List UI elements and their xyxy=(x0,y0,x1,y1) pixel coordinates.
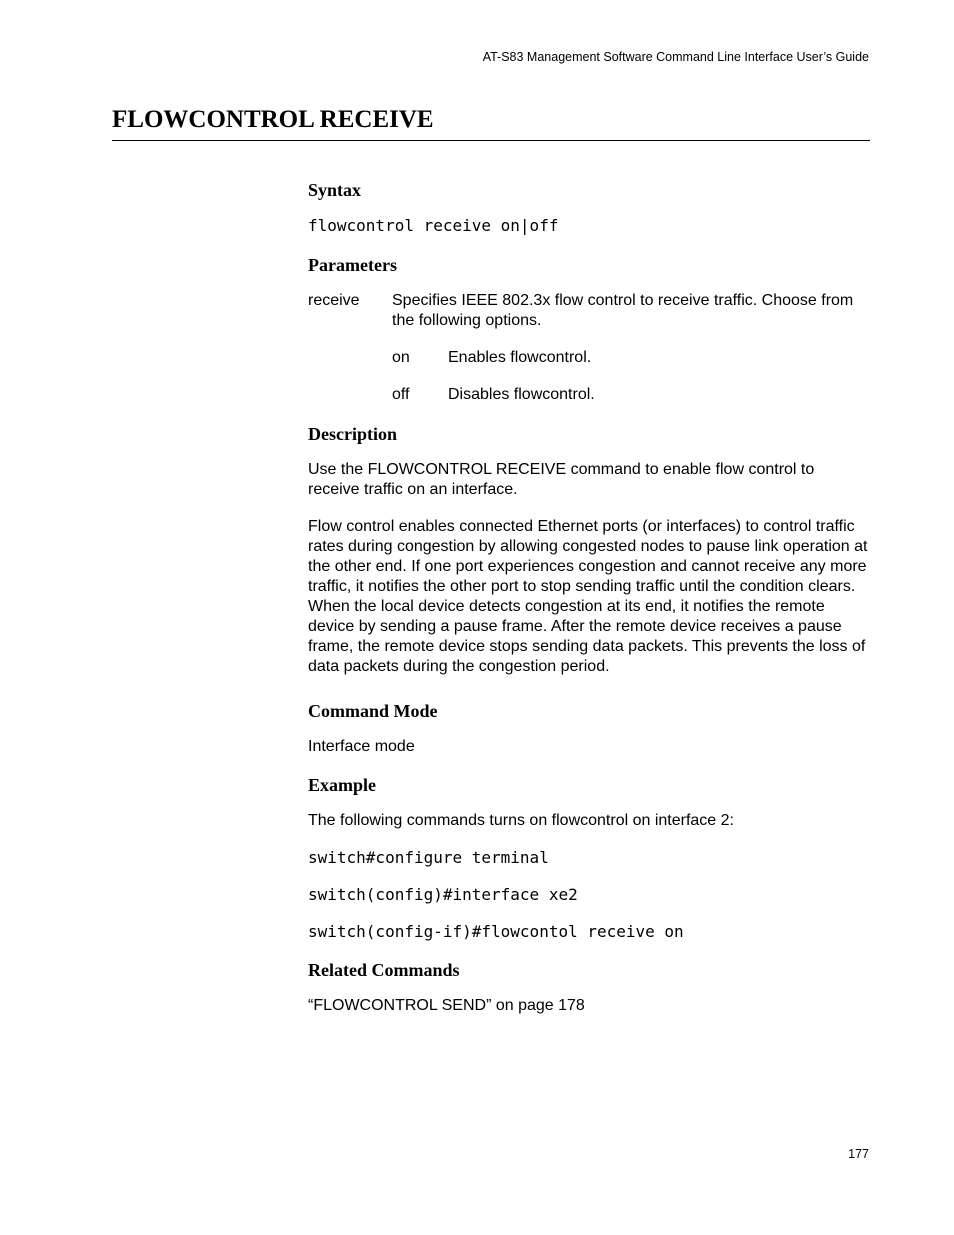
option-description: Enables flowcontrol. xyxy=(448,349,592,366)
parameter-description: Specifies IEEE 802.3x flow control to receive traffic. Choose from the following options. xyxy=(392,292,854,329)
example-command-line: switch(config)#interface xe2 xyxy=(308,885,578,904)
page-title: FLOWCONTROL RECEIVE xyxy=(112,106,434,133)
example-heading: Example xyxy=(308,775,377,795)
syntax-command: flowcontrol receive on|off xyxy=(308,216,559,235)
option-value: off xyxy=(392,386,410,403)
page-number: 177 xyxy=(848,1147,869,1161)
syntax-heading: Syntax xyxy=(308,180,362,200)
command-mode-heading: Command Mode xyxy=(308,701,438,721)
example-intro: The following commands turns on flowcontrol on interface 2: xyxy=(308,812,734,829)
example-command-line: switch#configure terminal xyxy=(308,848,549,867)
parameter-name: receive xyxy=(308,292,360,309)
related-command-link[interactable]: “FLOWCONTROL SEND” on page 178 xyxy=(308,997,585,1014)
main-content xyxy=(308,178,870,1016)
description-heading: Description xyxy=(308,424,397,444)
title-rule xyxy=(112,140,870,141)
option-row xyxy=(392,385,870,405)
parameter-row xyxy=(308,291,870,331)
command-mode-text: Interface mode xyxy=(308,738,415,755)
parameters-heading: Parameters xyxy=(308,255,397,275)
description-paragraph: Use the FLOWCONTROL RECEIVE command to enable flow control to receive traffic on an interface. xyxy=(308,461,815,498)
option-row xyxy=(392,348,870,368)
option-description: Disables flowcontrol. xyxy=(448,386,595,403)
option-value: on xyxy=(392,349,410,366)
description-paragraph: Flow control enables connected Ethernet ports (or interfaces) to control traffic rates during congestion by allowing congested nodes to pause link operation at the other end. If one port experiences congestion and cannot receive any more traffic, it notifies the other port to stop sending traffic until the condition clears. When the local device detects congestion at its end, it notifies the remote device by sending a pause frame. After the remote device receives a pause frame, the remote device stops sending data packets. This prevents the loss of data packets during the congestion period. xyxy=(308,518,868,675)
running-header: AT-S83 Management Software Command Line Interface User’s Guide xyxy=(482,50,869,64)
example-command-line: switch(config-if)#flowcontol receive on xyxy=(308,922,684,941)
related-commands-heading: Related Commands xyxy=(308,960,460,980)
